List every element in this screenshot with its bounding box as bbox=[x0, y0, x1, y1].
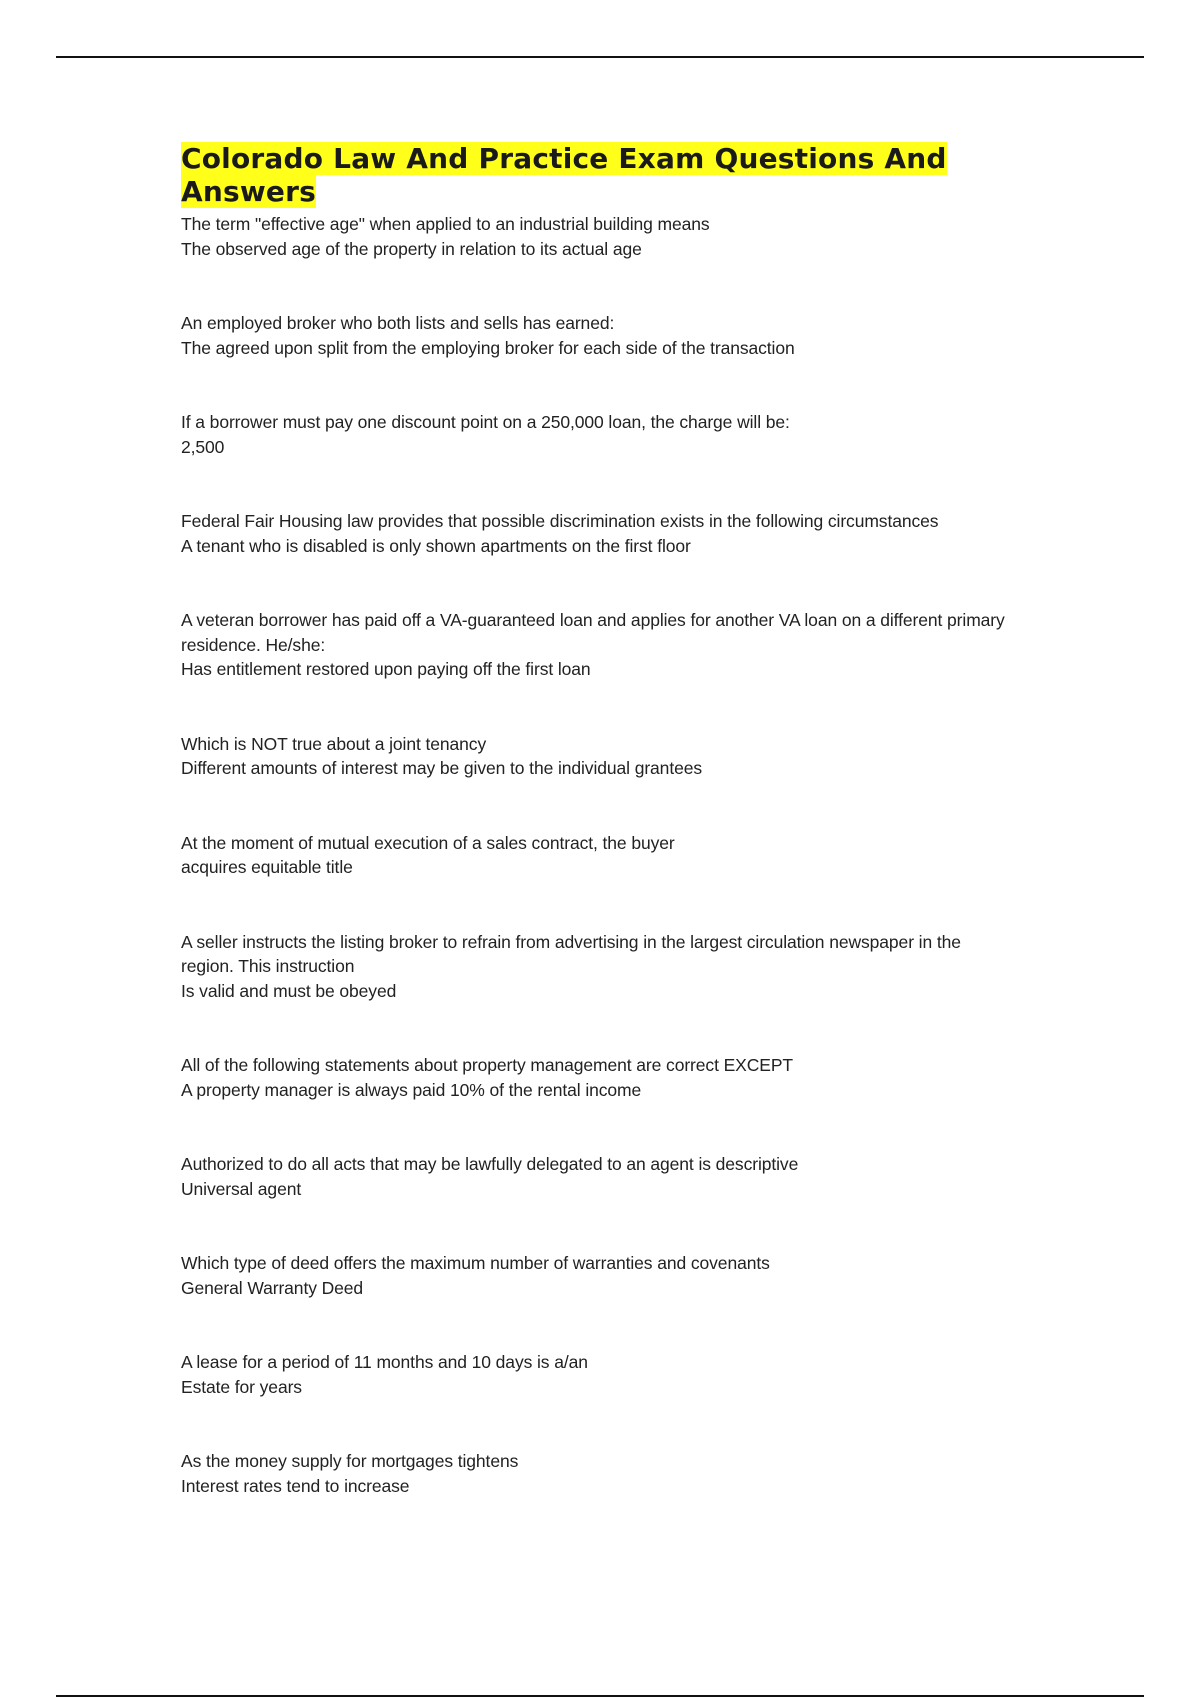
document-body bbox=[181, 142, 1011, 1548]
question-text: An employed broker who both lists and sells has earned: bbox=[181, 313, 615, 333]
answer-text: A property manager is always paid 10% of the rental income bbox=[181, 1079, 642, 1100]
question-text: The term "effective age" when applied to an industrial building means bbox=[181, 214, 710, 234]
answer-text: The observed age of the property in relation to its actual age bbox=[181, 238, 642, 259]
qa-item bbox=[181, 1449, 1011, 1498]
question-text: Authorized to do all acts that may be lawfully delegated to an agent is descriptive bbox=[181, 1154, 799, 1174]
answer-text: Different amounts of interest may be given to the individual grantees bbox=[181, 758, 702, 778]
qa-item bbox=[181, 1350, 1011, 1399]
answer-text: General Warranty Deed bbox=[181, 1277, 364, 1298]
answer-text: The agreed upon split from the employing broker for each side of the transaction bbox=[181, 337, 795, 358]
header-rule bbox=[56, 56, 1144, 58]
qa-item bbox=[181, 1053, 1011, 1102]
question-text: At the moment of mutual execution of a sales contract, the buyer bbox=[181, 832, 675, 853]
document-title-text: Colorado Law And Practice Exam Questions And Answers bbox=[181, 142, 947, 208]
footer-rule bbox=[56, 1695, 1144, 1697]
qa-item bbox=[181, 930, 1011, 1004]
answer-text: A tenant who is disabled is only shown apartments on the first floor bbox=[181, 535, 691, 556]
question-text: Federal Fair Housing law provides that possible discrimination exists in the following circumstances bbox=[181, 511, 939, 531]
question-text: A seller instructs the listing broker to refrain from advertising in the largest circulation newspaper in the region. This instruction bbox=[181, 931, 961, 976]
question-text: A veteran borrower has paid off a VA-guaranteed loan and applies for another VA loan on a different primary residence. He/she: bbox=[181, 610, 1005, 655]
answer-text: Interest rates tend to increase bbox=[181, 1475, 410, 1496]
answer-text: Is valid and must be obeyed bbox=[181, 980, 397, 1001]
document-title bbox=[181, 142, 1011, 208]
question-text: Which is NOT true about a joint tenancy bbox=[181, 733, 487, 754]
question-text: A lease for a period of 11 months and 10 days is a/an bbox=[181, 1352, 588, 1372]
question-text: Which type of deed offers the maximum number of warranties and covenants bbox=[181, 1253, 770, 1273]
qa-item bbox=[181, 732, 1011, 781]
qa-item bbox=[181, 509, 1011, 558]
question-text: All of the following statements about property management are correct EXCEPT bbox=[181, 1055, 794, 1075]
qa-item bbox=[181, 831, 1011, 880]
question-text: If a borrower must pay one discount point on a 250,000 loan, the charge will be: bbox=[181, 412, 790, 432]
answer-text: Universal agent bbox=[181, 1178, 302, 1199]
qa-item bbox=[181, 410, 1011, 459]
answer-text: Estate for years bbox=[181, 1376, 302, 1397]
qa-item bbox=[181, 311, 1011, 360]
qa-item bbox=[181, 608, 1011, 682]
question-text: As the money supply for mortgages tightens bbox=[181, 1451, 519, 1471]
qa-item bbox=[181, 212, 1011, 261]
answer-text: 2,500 bbox=[181, 436, 225, 457]
answer-text: Has entitlement restored upon paying off the first loan bbox=[181, 659, 591, 679]
qa-item bbox=[181, 1152, 1011, 1201]
qa-item bbox=[181, 1251, 1011, 1300]
answer-text: acquires equitable title bbox=[181, 857, 353, 877]
